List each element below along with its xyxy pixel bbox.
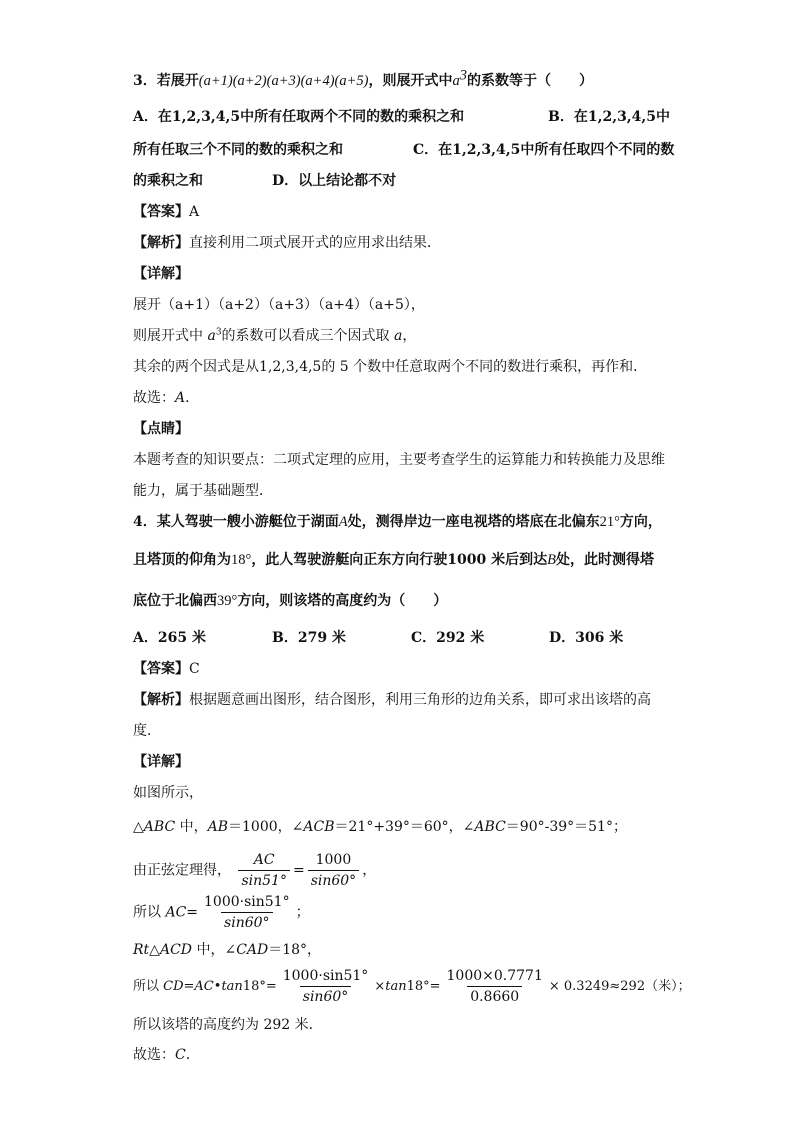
option-c-cont: 的乘积之和 <box>133 173 203 189</box>
option-b: B．在1,2,3,4,5中 <box>548 109 671 125</box>
analysis-label: 【解析】 <box>133 692 189 708</box>
analysis-label: 【解析】 <box>133 235 189 251</box>
option-c: C．在1,2,3,4,5中所有任取四个不同的数 <box>413 142 675 158</box>
analysis: 【解析】直接利用二项式展开式的应用求出结果． <box>133 235 441 251</box>
detail-line: 展开（a+1）（a+2）（a+3）（a+4）（a+5）， <box>133 297 425 313</box>
option-a: A．在1,2,3,4,5中所有任取两个不同的数的乘积之和 <box>133 109 465 125</box>
option-d: D．以上结论都不对 <box>272 173 397 189</box>
detail-line: △ABC 中，AB＝1000，∠ACB＝21°+39°＝60°，∠ABC＝90°-39°＝51°； <box>133 819 627 835</box>
q4-stem-line: 底位于北偏西39°方向，则该塔的高度约为（ ） <box>133 593 448 609</box>
analysis-cont: 度． <box>133 723 161 739</box>
option-b-cont: 所有任取三个不同的数的乘积之和 <box>133 142 343 158</box>
fraction: $\frac{1000}{\sin 60^\circ}$ <box>308 852 360 889</box>
option-b: B．279 米 <box>272 630 346 646</box>
option-a: A．265 米 <box>133 630 206 646</box>
q4-stem-line: 且塔顶的仰角为18°，此人驾驶游艇向正东方向行驶1000 米后到达B处，此时测得塔 <box>133 552 655 568</box>
detail-line: 其余的两个因式是从1,2,3,4,5的 5 个数中任意取两个不同的数进行乘积，再作和． <box>133 359 648 375</box>
detail-line: 故选：A． <box>133 390 200 406</box>
detail-label: 【详解】 <box>133 266 189 282</box>
detail-line: Rt△ACD 中，∠CAD＝18°， <box>133 942 322 958</box>
detail-line: 如图所示， <box>133 785 203 801</box>
fraction: $\frac{AC}{\sin 51^\circ}$ <box>238 852 290 889</box>
formula-line: 所以 AC= $\frac{1000\cdot\sin 51^\circ}{\sin 60^\circ}$ ； <box>133 894 310 931</box>
math-expression: (a+1)(a+2)(a+3)(a+4)(a+5) <box>198 73 369 89</box>
answer-label: 【答案】 <box>133 661 189 677</box>
fraction: $\frac{1000\times 0.7771}{0.8660}$ <box>446 968 543 1005</box>
detail-label: 【详解】 <box>133 754 189 770</box>
answer: 【答案】A <box>133 204 200 220</box>
option-d: D．306 米 <box>549 630 624 646</box>
formula-line: 由正弦定理得， $\frac{AC}{\sin 51^\circ}$ = $\frac{1000}{\sin 60^\circ}$ ， <box>133 852 377 889</box>
formula-line: 所以 CD=AC•tan18°= $\frac{1000\cdot\sin 51^\circ}{\sin 60^\circ}$ ×tan18°= $\frac{1000\times 0.7771}{0.8660}$ × 0.3249≈292（米）； <box>133 968 691 1005</box>
option-c: C．292 米 <box>411 630 485 646</box>
comment-line: 能力，属于基础题型． <box>133 483 273 499</box>
question-number: 3． <box>133 73 157 89</box>
fraction: $\frac{1000\cdot\sin 51^\circ}{\sin 60^\circ}$ <box>204 894 290 931</box>
detail-line: 所以该塔的高度约为 292 米． <box>133 1017 323 1033</box>
answer: 【答案】C <box>133 661 200 677</box>
comment-line: 本题考查的知识要点：二项式定理的应用，主要考查学生的运算能力和转换能力及思维 <box>133 452 665 468</box>
q4-stem-line: 4．某人驾驶一艘小游艇位于湖面A处，测得岸边一座电视塔的塔底在北偏东21°方向， <box>133 514 662 530</box>
detail-line: 故选：C． <box>133 1047 200 1063</box>
q3-stem: 3．若展开(a+1)(a+2)(a+3)(a+4)(a+5)，则展开式中$a^3$的系数等于（ ） <box>133 67 593 89</box>
fraction: $\frac{1000\cdot\sin 51^\circ}{\sin 60^\circ}$ <box>282 968 369 1005</box>
analysis: 【解析】根据题意画出图形，结合图形，利用三角形的边角关系，即可求出该塔的高 <box>133 692 651 708</box>
detail-line: 则展开式中 $a^3$的系数可以看成三个因式取 a， <box>133 327 417 344</box>
answer-label: 【答案】 <box>133 204 189 220</box>
comment-label: 【点睛】 <box>133 421 189 437</box>
